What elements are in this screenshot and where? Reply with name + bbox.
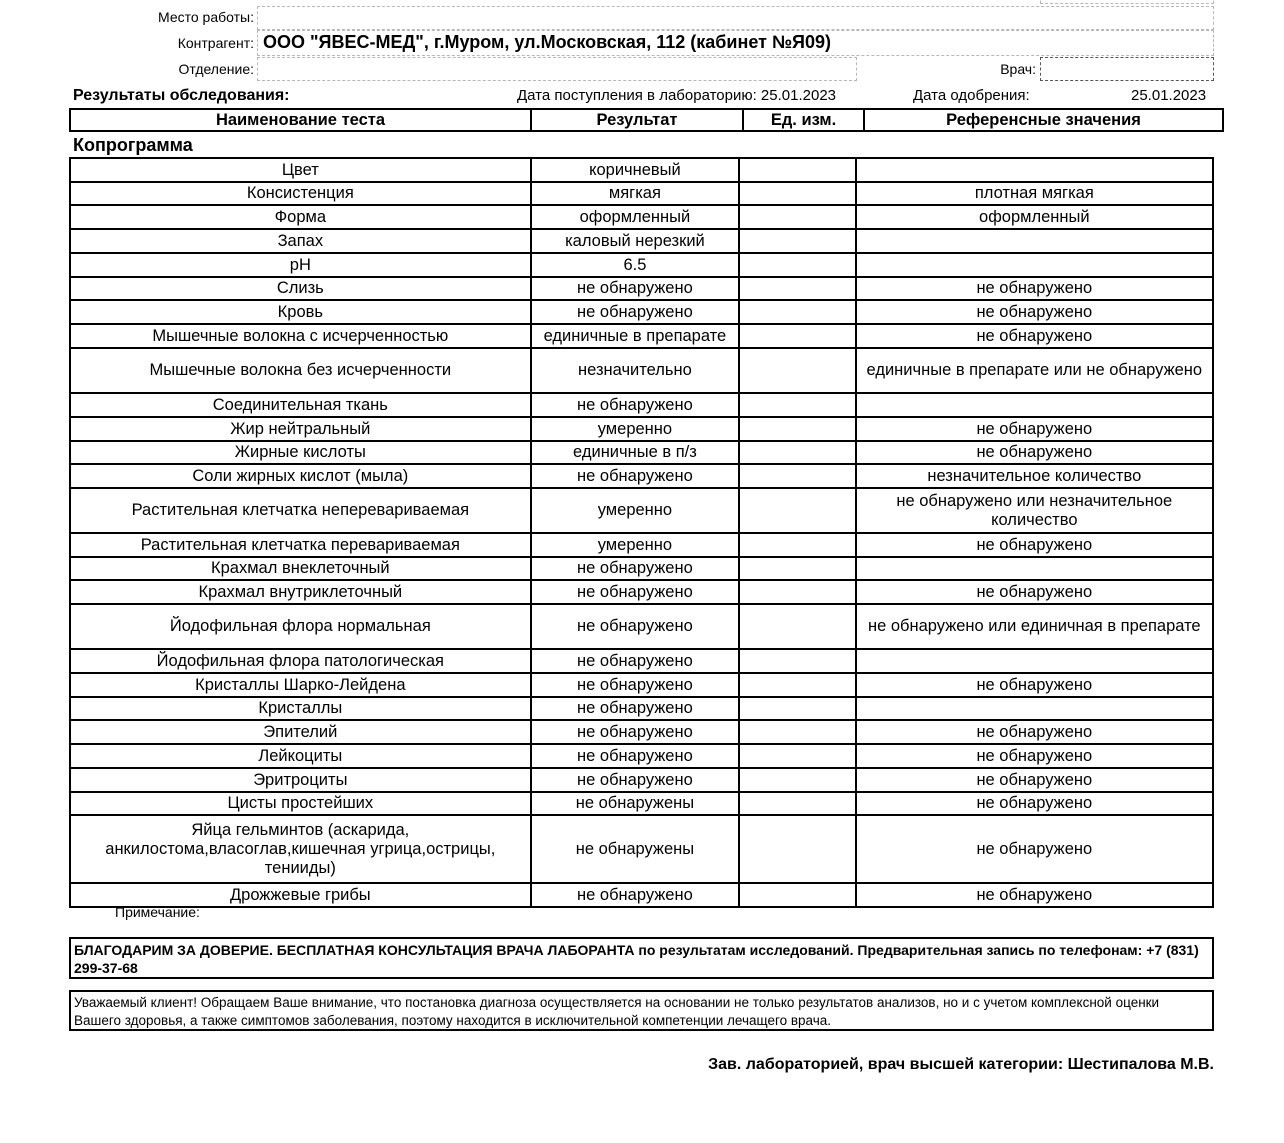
unit-cell: [739, 649, 855, 673]
reference-cell: незначительное количество: [856, 464, 1213, 488]
reference-cell: не обнаружено: [856, 792, 1213, 815]
unit-cell: [739, 768, 855, 792]
contractor-value: ООО "ЯВЕС-МЕД", г.Муром, ул.Московская, 112 (кабинет №Я09): [263, 32, 831, 52]
reference-cell: не обнаружено: [856, 533, 1213, 557]
result-cell: оформленный: [531, 205, 740, 229]
test-name-cell: Эпителий: [70, 720, 531, 744]
unit-cell: [739, 697, 855, 720]
test-name-cell: Жирные кислоты: [70, 441, 531, 464]
table-row: [70, 441, 1213, 464]
result-cell: не обнаружено: [531, 673, 740, 697]
result-cell: не обнаружены: [531, 792, 740, 815]
unit-cell: [739, 883, 855, 907]
table-row: [70, 768, 1213, 792]
reference-cell: плотная мягкая: [856, 182, 1213, 205]
table-row: [70, 792, 1213, 815]
result-cell: умеренно: [531, 417, 740, 441]
result-cell: не обнаружено: [531, 580, 740, 604]
test-name-cell: Кристаллы Шарко-Лейдена: [70, 673, 531, 697]
result-cell: не обнаружено: [531, 393, 740, 417]
column-header-result: Результат: [531, 109, 743, 131]
column-header-unit: Ед. изм.: [743, 109, 864, 131]
department-field: [257, 57, 857, 81]
test-name-cell: Йодофильная флора нормальная: [70, 604, 531, 649]
unit-cell: [739, 744, 855, 768]
table-row: [70, 533, 1213, 557]
table-row: [70, 348, 1213, 393]
reference-cell: [856, 158, 1213, 182]
unit-cell: [739, 393, 855, 417]
result-cell: 6.5: [531, 253, 740, 277]
test-name-cell: Кровь: [70, 300, 531, 324]
unit-cell: [739, 557, 855, 580]
result-cell: не обнаружено: [531, 277, 740, 300]
reference-cell: не обнаружено: [856, 673, 1213, 697]
unit-cell: [739, 205, 855, 229]
unit-cell: [739, 277, 855, 300]
contractor-label: Контрагент:: [177, 35, 254, 51]
table-row: [70, 417, 1213, 441]
test-name-cell: Крахмал внеклеточный: [70, 557, 531, 580]
reference-cell: не обнаружено: [856, 883, 1213, 907]
test-name-cell: Цвет: [70, 158, 531, 182]
result-cell: не обнаружено: [531, 300, 740, 324]
test-name-cell: Цисты простейших: [70, 792, 531, 815]
reference-cell: оформленный: [856, 205, 1213, 229]
unit-cell: [739, 604, 855, 649]
unit-cell: [739, 464, 855, 488]
result-cell: не обнаружено: [531, 744, 740, 768]
workplace-label: Место работы:: [158, 9, 254, 25]
unit-cell: [739, 229, 855, 253]
result-cell: мягкая: [531, 182, 740, 205]
table-row: [70, 300, 1213, 324]
test-name-cell: Лейкоциты: [70, 744, 531, 768]
reference-cell: [856, 697, 1213, 720]
result-cell: каловый нерезкий: [531, 229, 740, 253]
top-field-fragment: [1040, 0, 1214, 4]
section-title: Копрограмма: [73, 135, 193, 155]
table-row: [70, 229, 1213, 253]
table-row: [70, 253, 1213, 277]
reference-cell: единичные в препарате или не обнаружено: [856, 348, 1213, 393]
result-cell: умеренно: [531, 533, 740, 557]
unit-cell: [739, 253, 855, 277]
thanks-box: [69, 937, 1214, 979]
test-name-cell: Йодофильная флора патологическая: [70, 649, 531, 673]
approval-date: 25.01.2023: [1131, 87, 1207, 104]
test-name-cell: Слизь: [70, 277, 531, 300]
unit-cell: [739, 300, 855, 324]
table-row: [70, 324, 1213, 348]
table-row: [70, 557, 1213, 580]
column-header-row: [70, 109, 1223, 131]
reference-cell: не обнаружено или незначительное количество: [856, 488, 1213, 533]
reference-cell: не обнаружено: [856, 300, 1213, 324]
reference-cell: не обнаружено: [856, 768, 1213, 792]
reference-cell: не обнаружено или единичная в препарате: [856, 604, 1213, 649]
result-cell: не обнаружено: [531, 768, 740, 792]
approval-label: Дата одобрения:: [913, 87, 1030, 104]
disclaimer-box: [69, 990, 1214, 1031]
test-name-cell: Эритроциты: [70, 768, 531, 792]
thanks-text: БЛАГОДАРИМ ЗА ДОВЕРИЕ. БЕСПЛАТНАЯ КОНСУЛЬТАЦИЯ ВРАЧА ЛАБОРАНТА по результатам исследований. Предварительная запись по телефонам: +7 (831) 299-37-68: [74, 942, 1199, 976]
reference-cell: [856, 649, 1213, 673]
table-row: [70, 649, 1213, 673]
result-cell: единичные в п/з: [531, 441, 740, 464]
test-name-cell: Соли жирных кислот (мыла): [70, 464, 531, 488]
test-name-cell: Крахмал внутриклеточный: [70, 580, 531, 604]
test-name-cell: Форма: [70, 205, 531, 229]
reference-cell: [856, 393, 1213, 417]
table-row: [70, 697, 1213, 720]
test-name-cell: Растительная клетчатка перевариваемая: [70, 533, 531, 557]
unit-cell: [739, 182, 855, 205]
test-name-cell: Дрожжевые грибы: [70, 883, 531, 907]
unit-cell: [739, 488, 855, 533]
result-cell: не обнаружено: [531, 464, 740, 488]
note-label: Примечание:: [115, 904, 200, 920]
test-name-cell: Консистенция: [70, 182, 531, 205]
reference-cell: не обнаружено: [856, 324, 1213, 348]
table-row: [70, 815, 1213, 883]
table-row: [70, 488, 1213, 533]
unit-cell: [739, 533, 855, 557]
column-header-reference: Референсные значения: [864, 109, 1223, 131]
result-cell: не обнаружено: [531, 720, 740, 744]
result-cell: коричневый: [531, 158, 740, 182]
test-name-cell: Растительная клетчатка неперевариваемая: [70, 488, 531, 533]
table-row: [70, 744, 1213, 768]
unit-cell: [739, 580, 855, 604]
table-row: [70, 205, 1213, 229]
unit-cell: [739, 441, 855, 464]
test-name-cell: Соединительная ткань: [70, 393, 531, 417]
table-row: [70, 464, 1213, 488]
table-row: [70, 182, 1213, 205]
test-name-cell: Запах: [70, 229, 531, 253]
reference-cell: не обнаружено: [856, 744, 1213, 768]
result-cell: не обнаружено: [531, 883, 740, 907]
reference-cell: не обнаружено: [856, 417, 1213, 441]
table-row: [70, 393, 1213, 417]
workplace-field: [257, 6, 1214, 30]
table-row: [70, 580, 1213, 604]
table-row: [70, 277, 1213, 300]
table-row: [70, 673, 1213, 697]
result-cell: не обнаружено: [531, 557, 740, 580]
unit-cell: [739, 348, 855, 393]
test-name-cell: Яйца гельминтов (аскарида, анкилостома,власоглав,кишечная угрица,острицы, тенииды): [70, 815, 531, 883]
result-cell: не обнаружено: [531, 697, 740, 720]
table-row: [70, 604, 1213, 649]
doctor-field: [1040, 57, 1214, 81]
test-name-cell: pH: [70, 253, 531, 277]
results-table: [69, 157, 1214, 908]
department-label: Отделение:: [178, 61, 254, 77]
table-row: [70, 883, 1213, 907]
doctor-label: Врач:: [1000, 61, 1036, 77]
results-title: Результаты обследования:: [73, 87, 290, 104]
reference-cell: не обнаружено: [856, 277, 1213, 300]
signature: Зав. лабораторией, врач высшей категории: Шестипалова М.В.: [708, 1056, 1214, 1073]
unit-cell: [739, 417, 855, 441]
unit-cell: [739, 324, 855, 348]
reference-cell: не обнаружено: [856, 580, 1213, 604]
reference-cell: [856, 253, 1213, 277]
reference-cell: не обнаружено: [856, 720, 1213, 744]
test-name-cell: Мышечные волокна с исчерченностью: [70, 324, 531, 348]
result-cell: не обнаружены: [531, 815, 740, 883]
reference-cell: не обнаружено: [856, 815, 1213, 883]
reference-cell: [856, 557, 1213, 580]
test-name-cell: Жир нейтральный: [70, 417, 531, 441]
unit-cell: [739, 673, 855, 697]
column-header-table: [69, 108, 1224, 132]
test-name-cell: Мышечные волокна без исчерченности: [70, 348, 531, 393]
unit-cell: [739, 720, 855, 744]
result-cell: незначительно: [531, 348, 740, 393]
unit-cell: [739, 792, 855, 815]
unit-cell: [739, 815, 855, 883]
unit-cell: [739, 158, 855, 182]
disclaimer-text: Уважаемый клиент! Обращаем Ваше внимание, что постановка диагноза осуществляется на основании не только результатов анализов, но и с учетом комплексной оценки Вашего здоровья, а также симптомов заболевания, поэтому находится в исключительной компетенции лечащего врача.: [74, 995, 1160, 1028]
reference-cell: [856, 229, 1213, 253]
result-cell: единичные в препарате: [531, 324, 740, 348]
reference-cell: не обнаружено: [856, 441, 1213, 464]
table-row: [70, 158, 1213, 182]
result-cell: умеренно: [531, 488, 740, 533]
test-name-cell: Кристаллы: [70, 697, 531, 720]
result-cell: не обнаружено: [531, 604, 740, 649]
table-row: [70, 720, 1213, 744]
received-date: Дата поступления в лабораторию: 25.01.2023: [517, 87, 836, 104]
result-cell: не обнаружено: [531, 649, 740, 673]
column-header-test: Наименование теста: [70, 109, 531, 131]
